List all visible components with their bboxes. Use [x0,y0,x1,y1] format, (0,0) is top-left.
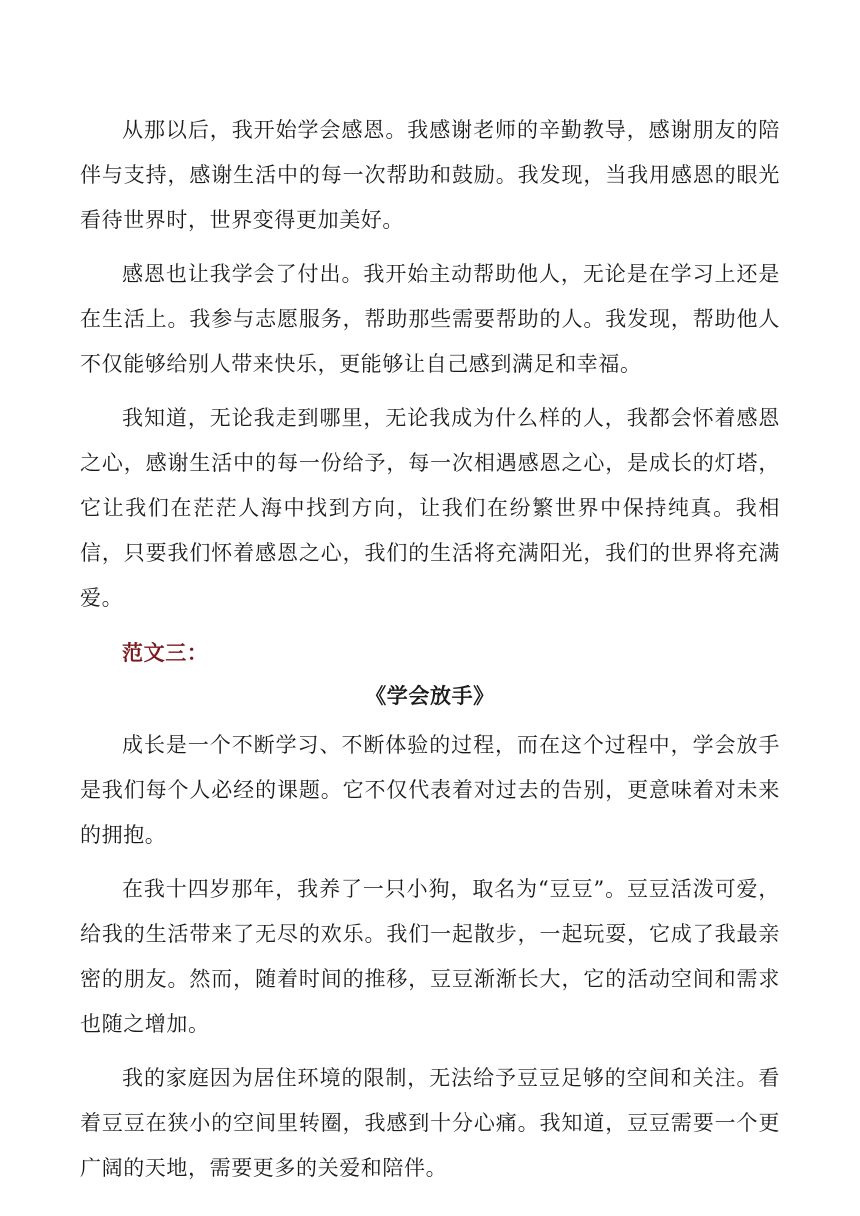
paragraph: 成长是一个不断学习、不断体验的过程，而在这个过程中，学会放手是我们每个人必经的课题。它不仅代表着对过去的告别，更意味着对未来的拥抱。 [80,733,780,847]
section-heading: 范文三： [122,640,209,665]
paragraph: 我的家庭因为居住环境的限制，无法给予豆豆足够的空间和关注。看着豆豆在狭小的空间里转圈，我感到十分心痛。我知道，豆豆需要一个更广阔的天地，需要更多的关爱和陪伴。 [80,1066,780,1180]
paragraph: 感恩也让我学会了付出。我开始主动帮助他人，无论是在学习上还是在生活上。我参与志愿服务，帮助那些需要帮助的人。我发现，帮助他人不仅能够给别人带来快乐，更能够让自己感到满足和幸福。 [80,262,780,376]
paragraph: 从那以后，我开始学会感恩。我感谢老师的辛勤教导，感谢朋友的陪伴与支持，感谢生活中的每一次帮助和鼓励。我发现，当我用感恩的眼光看待世界时，世界变得更加美好。 [80,118,780,232]
paragraph: 在我十四岁那年，我养了一只小狗，取名为“豆豆”。豆豆活泼可爱，给我的生活带来了无尽的欢乐。我们一起散步，一起玩耍，它成了我最亲密的朋友。然而，随着时间的推移，豆豆渐渐长大，它的活动空间和需求也随之增加。 [80,877,780,1036]
paragraph: 我知道，无论我走到哪里，无论我成为什么样的人，我都会怀着感恩之心，感谢生活中的每一份给予，每一次相遇感恩之心，是成长的灯塔，它让我们在茫茫人海中找到方向，让我们在纷繁世界中保持纯真。我相信，只要我们怀着感恩之心，我们的生活将充满阳光，我们的世界将充满爱。 [80,406,780,610]
document-page [80,108,780,1200]
essay-title: 《学会放手》 [365,683,495,708]
